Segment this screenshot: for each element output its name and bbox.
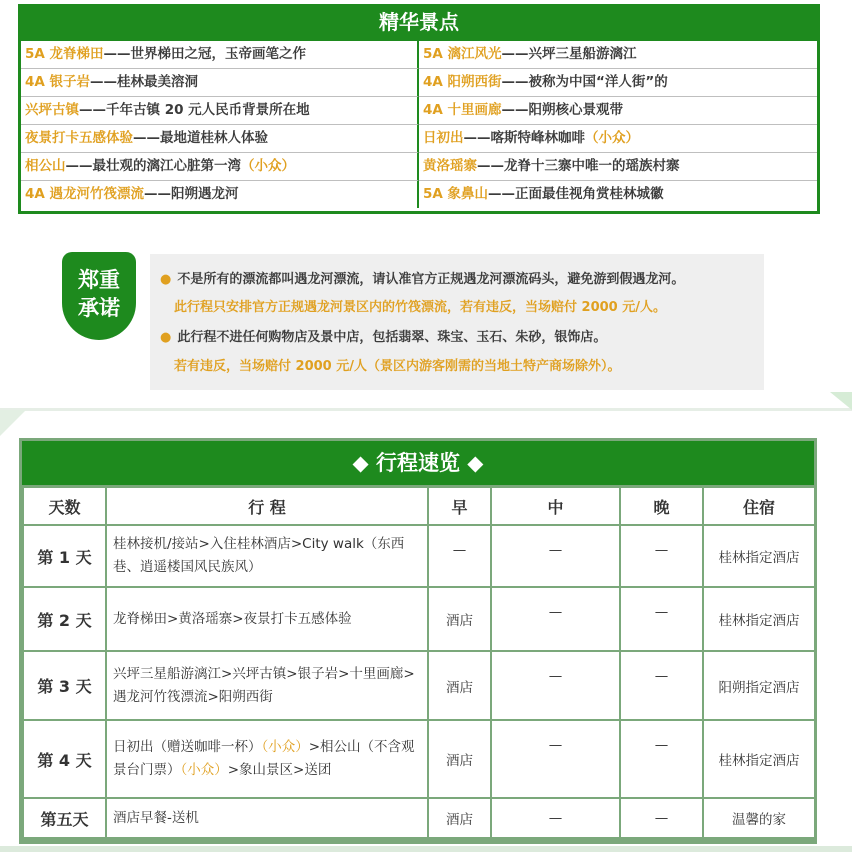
dinner-cell: — bbox=[621, 652, 702, 719]
route-tag: （小众） bbox=[180, 762, 228, 778]
table-header-row bbox=[24, 488, 814, 524]
bottom-band bbox=[0, 846, 852, 852]
highlight-item bbox=[21, 181, 419, 208]
highlight-desc: ——桂林最美溶洞 bbox=[90, 74, 199, 90]
breakfast-cell: 酒店 bbox=[429, 799, 490, 837]
day-cell: 第 3 天 bbox=[24, 652, 105, 719]
highlight-name: 相公山 bbox=[25, 158, 66, 174]
promise-text: 此行程不进任何购物店及景中店，包括翡翠、珠宝、玉石、朱砂，银饰店。 bbox=[177, 330, 607, 345]
itinerary-title: ◆ 行程速览 ◆ bbox=[22, 441, 814, 485]
lunch-cell: — bbox=[492, 721, 619, 797]
dinner-cell: — bbox=[621, 721, 702, 797]
route-cell: 龙脊梯田>黄洛瑶寨>夜景打卡五感体验 bbox=[107, 588, 427, 650]
highlight-item bbox=[419, 125, 817, 153]
lunch-cell: — bbox=[492, 526, 619, 586]
highlight-name: 4A 阳朔西街 bbox=[423, 74, 502, 90]
highlight-desc: ——世界梯田之冠，玉帝画笔之作 bbox=[103, 46, 307, 62]
header-lunch: 中 bbox=[492, 488, 619, 524]
highlight-desc: ——喀斯特峰林咖啡 bbox=[463, 130, 585, 146]
highlight-name: 4A 银子岩 bbox=[25, 74, 91, 90]
route-cell: 桂林接机/接站>入住桂林酒店>City walk（东西巷、逍遥楼国风民族风） bbox=[107, 526, 427, 586]
dinner-cell: — bbox=[621, 588, 702, 650]
promise-box bbox=[150, 254, 764, 390]
highlight-desc: ——被称为中国“洋人街”的 bbox=[501, 74, 668, 90]
table-row bbox=[24, 799, 814, 837]
bullet-icon: ● bbox=[160, 272, 172, 287]
highlight-item bbox=[419, 97, 817, 125]
highlight-item bbox=[419, 69, 817, 97]
promise-line-3 bbox=[160, 326, 606, 345]
highlight-name: 4A 十里画廊 bbox=[423, 102, 502, 118]
promise-line-4 bbox=[174, 355, 620, 374]
day-cell: 第 1 天 bbox=[24, 526, 105, 586]
corner-decoration bbox=[830, 392, 852, 410]
highlight-name: 5A 漓江风光 bbox=[423, 46, 502, 62]
itinerary-panel bbox=[19, 438, 817, 844]
promise-line-1 bbox=[160, 268, 684, 287]
dinner-cell: — bbox=[621, 799, 702, 837]
highlight-desc: ——最地道桂林人体验 bbox=[133, 130, 268, 146]
header-day: 天数 bbox=[24, 488, 105, 524]
table-row bbox=[24, 721, 814, 797]
day-cell: 第五天 bbox=[24, 799, 105, 837]
highlight-item bbox=[419, 153, 817, 181]
highlight-item bbox=[21, 125, 419, 153]
day-cell: 第 2 天 bbox=[24, 588, 105, 650]
header-breakfast: 早 bbox=[429, 488, 490, 524]
dinner-cell: — bbox=[621, 526, 702, 586]
route-cell: 兴坪三星船游漓江>兴坪古镇>银子岩>十里画廊>遇龙河竹筏漂流>阳朔西街 bbox=[107, 652, 427, 719]
breakfast-cell: 酒店 bbox=[429, 721, 490, 797]
table-row bbox=[24, 652, 814, 719]
breakfast-cell: 酒店 bbox=[429, 588, 490, 650]
highlight-name: 5A 龙脊梯田 bbox=[25, 46, 104, 62]
promise-badge-line1: 郑重 bbox=[78, 268, 120, 292]
highlight-desc: ——正面最佳视角赏桂林城徽 bbox=[488, 186, 664, 202]
promise-text: 此行程只安排官方正规遇龙河景区内的竹筏漂流，若有违反，当场赔付 2000 元/人。 bbox=[174, 300, 666, 315]
route-text: 日初出（赠送咖啡一杯） bbox=[113, 739, 262, 755]
bullet-icon: ● bbox=[160, 330, 172, 345]
highlight-desc: ——龙脊十三寨中唯一的瑶族村寨 bbox=[477, 158, 680, 174]
highlight-item bbox=[21, 97, 419, 125]
highlights-title: 精华景点 bbox=[21, 7, 817, 41]
itinerary-table bbox=[22, 486, 816, 839]
header-route: 行 程 bbox=[107, 488, 427, 524]
section-divider bbox=[0, 408, 852, 411]
lunch-cell: — bbox=[492, 588, 619, 650]
highlight-desc: ——千年古镇 20 元人民币背景所在地 bbox=[79, 102, 310, 118]
promise-line-2 bbox=[174, 296, 666, 315]
highlight-name: 夜景打卡五感体验 bbox=[25, 130, 133, 146]
hotel-cell: 阳朔指定酒店 bbox=[704, 652, 814, 719]
promise-text: 若有违反，当场赔付 2000 元/人（景区内游客刚需的当地土特产商场除外）。 bbox=[174, 359, 621, 374]
hotel-cell: 桂林指定酒店 bbox=[704, 721, 814, 797]
highlight-desc: ——最壮观的漓江心脏第一湾 bbox=[65, 158, 241, 174]
promise-text: 不是所有的漂流都叫遇龙河漂流，请认准官方正规遇龙河漂流码头，避免游到假遇龙河。 bbox=[177, 272, 685, 287]
highlight-item bbox=[21, 69, 419, 97]
route-text: >象山景区>送团 bbox=[227, 762, 332, 778]
hotel-cell: 桂林指定酒店 bbox=[704, 526, 814, 586]
day-cell: 第 4 天 bbox=[24, 721, 105, 797]
hotel-cell: 桂林指定酒店 bbox=[704, 588, 814, 650]
highlight-item bbox=[21, 153, 419, 181]
corner-decoration bbox=[0, 410, 26, 436]
highlight-tag: （小众） bbox=[585, 130, 639, 146]
highlight-item bbox=[419, 41, 817, 69]
breakfast-cell: 酒店 bbox=[429, 652, 490, 719]
route-cell: 酒店早餐-送机 bbox=[107, 799, 427, 837]
table-row bbox=[24, 526, 814, 586]
highlights-panel bbox=[18, 4, 820, 214]
hotel-cell: 温馨的家 bbox=[704, 799, 814, 837]
highlight-name: 日初出 bbox=[423, 130, 464, 146]
highlight-item bbox=[419, 181, 817, 208]
lunch-cell: — bbox=[492, 799, 619, 837]
promise-badge bbox=[62, 252, 136, 340]
header-dinner: 晚 bbox=[621, 488, 702, 524]
breakfast-cell: — bbox=[429, 526, 490, 586]
header-hotel: 住宿 bbox=[704, 488, 814, 524]
highlight-name: 4A 遇龙河竹筏漂流 bbox=[25, 186, 145, 202]
promise-badge-line2: 承诺 bbox=[78, 296, 120, 320]
route-cell bbox=[107, 721, 427, 797]
highlight-desc: ——阳朔核心景观带 bbox=[501, 102, 624, 118]
highlight-tag: （小众） bbox=[241, 158, 295, 174]
table-row bbox=[24, 588, 814, 650]
lunch-cell: — bbox=[492, 652, 619, 719]
highlight-name: 黄洛瑶寨 bbox=[423, 158, 477, 174]
route-text: >相公山（不含观景台门票） bbox=[113, 739, 415, 778]
highlight-item bbox=[21, 41, 419, 69]
highlight-desc: ——阳朔遇龙河 bbox=[144, 186, 239, 202]
highlight-name: 兴坪古镇 bbox=[25, 102, 79, 118]
highlight-desc: ——兴坪三星船游漓江 bbox=[501, 46, 637, 62]
route-tag: （小众） bbox=[261, 739, 309, 755]
highlight-name: 5A 象鼻山 bbox=[423, 186, 489, 202]
highlights-grid bbox=[21, 41, 817, 208]
